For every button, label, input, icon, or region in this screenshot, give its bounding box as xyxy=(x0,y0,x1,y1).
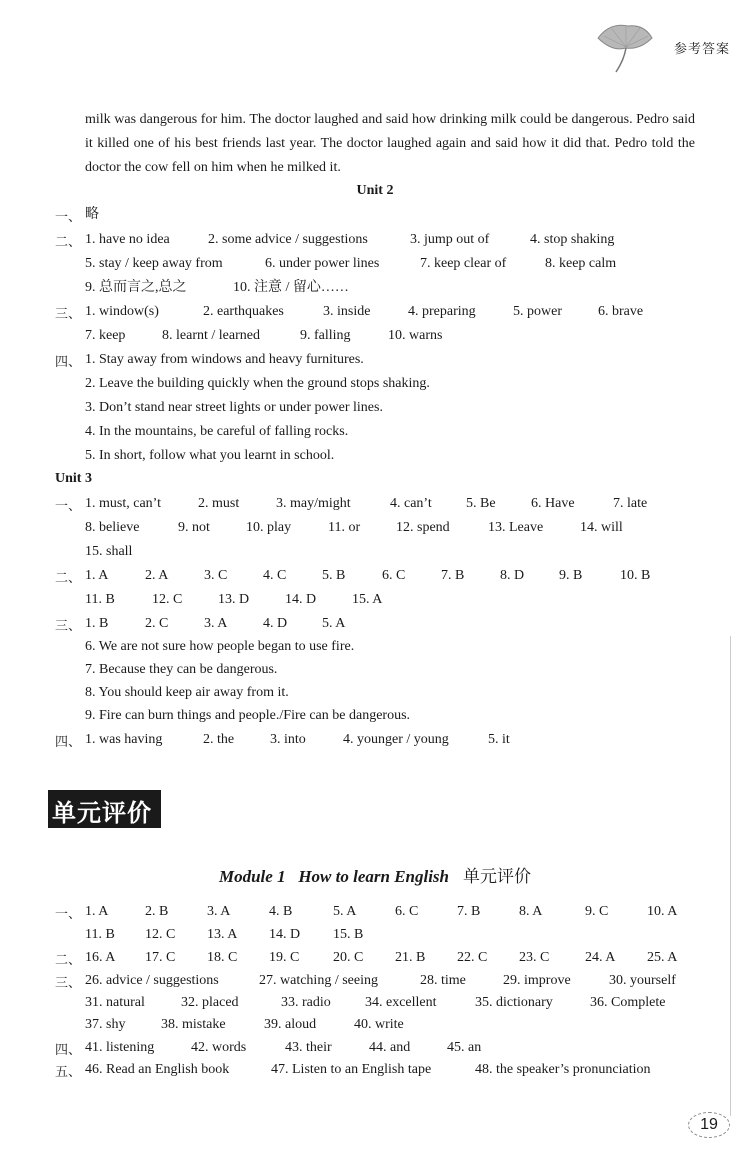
section-marker: 三、 xyxy=(55,619,82,634)
answer-item: 13. A xyxy=(207,927,238,942)
answer-item: 30. yourself xyxy=(609,973,676,988)
answer-item: 8. learnt / learned xyxy=(162,328,260,343)
answer-item: 33. radio xyxy=(281,995,331,1010)
answer-item: 9. C xyxy=(585,904,609,919)
answer-item: 24. A xyxy=(585,950,616,965)
answer-item: 9. 总而言之,总之 xyxy=(85,280,187,295)
answer-item: 7. B xyxy=(441,568,465,583)
answer-item: 2. some advice / suggestions xyxy=(208,232,368,247)
section-marker: 四、 xyxy=(55,355,82,370)
answer-item: 41. listening xyxy=(85,1040,155,1055)
answer-item: 21. B xyxy=(395,950,426,965)
answer-item: 1. A xyxy=(85,904,109,919)
answer-item: 46. Read an English book xyxy=(85,1062,230,1077)
answer-item: 3. A xyxy=(207,904,231,919)
section-marker: 一、 xyxy=(55,210,82,225)
answer-item: 5. B xyxy=(322,568,346,583)
answer-item: 36. Complete xyxy=(590,995,666,1010)
answer-item: 15. A xyxy=(352,592,383,607)
answer-sentence: 3. Don’t stand near street lights or under power lines. xyxy=(85,400,383,415)
answer-sentence: 2. Leave the building quickly when the ground stops shaking. xyxy=(85,376,430,391)
answer-sentence: 7. Because they can be dangerous. xyxy=(85,662,278,677)
answer-item: 5. it xyxy=(488,732,510,747)
answer-item: 1. must, can’t xyxy=(85,496,161,511)
answer-item: 11. B xyxy=(85,592,115,607)
answer-item: 9. B xyxy=(559,568,583,583)
answer-item: 32. placed xyxy=(181,995,239,1010)
banner-text: 单元评价 xyxy=(52,799,152,827)
answer-item: 29. improve xyxy=(503,973,571,988)
section-marker: 一、 xyxy=(55,499,82,514)
answer-item: 5. power xyxy=(513,304,562,319)
answer-item: 12. spend xyxy=(396,520,450,535)
answer-item: 6. C xyxy=(382,568,406,583)
answer-item: 14. D xyxy=(269,927,301,942)
answer-item: 8. D xyxy=(500,568,525,583)
answer-item: 5. Be xyxy=(466,496,496,511)
answer-item: 11. B xyxy=(85,927,115,942)
answer-item: 47. Listen to an English tape xyxy=(271,1062,432,1077)
answer-item: 28. time xyxy=(420,973,466,988)
answer-item: 1. A xyxy=(85,568,109,583)
answer-item: 5. A xyxy=(333,904,357,919)
answer-item: 20. C xyxy=(333,950,364,965)
answer-item: 42. words xyxy=(191,1040,247,1055)
intro-paragraph: milk was dangerous for him. The doctor laughed and said how drinking milk could be dangerous. Pedro said it killed one of his best friends last year. The doctor laughed again and said how it did that. Pedro told the doctor the cow fell on him when he milked it. xyxy=(85,112,695,175)
answer-item: 14. will xyxy=(580,520,623,535)
answer-item: 2. earthquakes xyxy=(203,304,284,319)
answer-item: 4. younger / young xyxy=(343,732,449,747)
answer-item: 22. C xyxy=(457,950,488,965)
answer-item: 34. excellent xyxy=(365,995,437,1010)
section-banner xyxy=(48,790,161,828)
page-edge-rule xyxy=(730,636,749,1116)
answer-item: 8. keep calm xyxy=(545,256,617,271)
answer-item: 38. mistake xyxy=(161,1017,226,1032)
answer-item: 6. Have xyxy=(531,496,575,511)
answer-item: 19. C xyxy=(269,950,300,965)
answer-item: 3. C xyxy=(204,568,228,583)
answer-item: 31. natural xyxy=(85,995,145,1010)
answer-item: 15. B xyxy=(333,927,364,942)
answer-item: 1. B xyxy=(85,616,109,631)
answer-item: 15. shall xyxy=(85,544,133,559)
ginkgo-leaf-icon xyxy=(590,20,660,80)
answer-item: 7. keep xyxy=(85,328,126,343)
answer-item: 6. under power lines xyxy=(265,256,380,271)
answer-item: 2. B xyxy=(145,904,169,919)
answer-item: 7. late xyxy=(613,496,648,511)
answer-item: 3. A xyxy=(204,616,228,631)
answer-item: 2. must xyxy=(198,496,240,511)
answer-sentence: 5. In short, follow what you learnt in school. xyxy=(85,448,335,463)
answer-sentence: 6. We are not sure how people began to use fire. xyxy=(85,639,355,654)
answer-item: 14. D xyxy=(285,592,317,607)
answer-item: 8. believe xyxy=(85,520,140,535)
unit-3-title: Unit 3 xyxy=(55,471,92,486)
answer-item: 4. stop shaking xyxy=(530,232,615,247)
answer-item: 2. A xyxy=(145,568,169,583)
answer-item: 18. C xyxy=(207,950,238,965)
answer-item: 1. have no idea xyxy=(85,232,170,247)
module-title-zh: 单元评价 xyxy=(463,867,532,887)
answer-item: 6. C xyxy=(395,904,419,919)
answer-item: 17. C xyxy=(145,950,176,965)
answer-item: 3. inside xyxy=(323,304,371,319)
page-header xyxy=(590,20,730,80)
answer-item: 13. D xyxy=(218,592,250,607)
answer-item: 37. shy xyxy=(85,1017,126,1032)
answer-item: 45. an xyxy=(447,1040,482,1055)
answer-sentence: 1. Stay away from windows and heavy furnitures. xyxy=(85,352,364,367)
answer-item: 12. C xyxy=(152,592,183,607)
answer-item: 11. or xyxy=(328,520,361,535)
answer-item: 4. C xyxy=(263,568,287,583)
section-marker: 三、 xyxy=(55,976,82,991)
answer-item: 40. write xyxy=(354,1017,404,1032)
answer-item: 26. advice / suggestions xyxy=(85,973,219,988)
answer-item: 3. jump out of xyxy=(410,232,490,247)
header-title: 参考答案 xyxy=(673,42,730,57)
answer-item: 12. C xyxy=(145,927,176,942)
answer-item: 10. B xyxy=(620,568,651,583)
module-title xyxy=(0,862,750,887)
answer-item: 23. C xyxy=(519,950,550,965)
answer-item: 3. may/might xyxy=(276,496,351,511)
answer-item: 43. their xyxy=(285,1040,332,1055)
answer-item: 13. Leave xyxy=(488,520,544,535)
answer-item: 4. can’t xyxy=(390,496,432,511)
unit-2-title: Unit 2 xyxy=(356,183,394,198)
section-marker: 三、 xyxy=(55,307,82,322)
answer-item: 25. A xyxy=(647,950,678,965)
answer-item: 48. the speaker’s pronunciation xyxy=(475,1062,651,1077)
answer-sentence: 9. Fire can burn things and people./Fire can be dangerous. xyxy=(85,708,411,723)
answer-item: 5. A xyxy=(322,616,346,631)
answer-item: 3. into xyxy=(270,732,306,747)
answer-item: 10. 注意 / 留心…… xyxy=(233,280,349,295)
answer-item: 7. B xyxy=(457,904,481,919)
answer-item: 9. falling xyxy=(300,328,351,343)
section-marker: 二、 xyxy=(55,571,82,586)
answer-item: 10. play xyxy=(246,520,292,535)
answer-item: 39. aloud xyxy=(264,1017,317,1032)
page-number: 19 xyxy=(688,1112,730,1138)
section-marker: 一、 xyxy=(55,907,82,922)
answer-item: 1. was having xyxy=(85,732,163,747)
answer-item: 10. warns xyxy=(388,328,443,343)
section-marker: 四、 xyxy=(55,1043,82,1058)
answer-item: 5. stay / keep away from xyxy=(85,256,223,271)
section-marker: 五、 xyxy=(55,1065,82,1080)
section-marker: 二、 xyxy=(55,235,82,250)
section-marker: 四、 xyxy=(55,735,82,750)
answer-item: 27. watching / seeing xyxy=(259,973,378,988)
answer-item: 10. A xyxy=(647,904,678,919)
answer-item: 9. not xyxy=(178,520,210,535)
answer-item: 6. brave xyxy=(598,304,644,319)
answer-item: 2. the xyxy=(203,732,235,747)
answer-item: 4. preparing xyxy=(408,304,476,319)
answer-item: 8. A xyxy=(519,904,543,919)
answer-item: 2. C xyxy=(145,616,169,631)
answer-sentence: 4. In the mountains, be careful of falling rocks. xyxy=(85,424,349,439)
answer-item: 35. dictionary xyxy=(475,995,553,1010)
answer-item: 4. B xyxy=(269,904,293,919)
section-marker: 二、 xyxy=(55,953,82,968)
answer-item: 16. A xyxy=(85,950,116,965)
answer-text: 略 xyxy=(85,207,99,222)
answer-item: 1. window(s) xyxy=(85,304,159,319)
answer-sentence: 8. You should keep air away from it. xyxy=(85,685,289,700)
module-title-en: Module 1 How to learn English xyxy=(218,867,450,886)
answer-item: 44. and xyxy=(369,1040,411,1055)
answer-item: 4. D xyxy=(263,616,288,631)
answer-item: 7. keep clear of xyxy=(420,256,507,271)
